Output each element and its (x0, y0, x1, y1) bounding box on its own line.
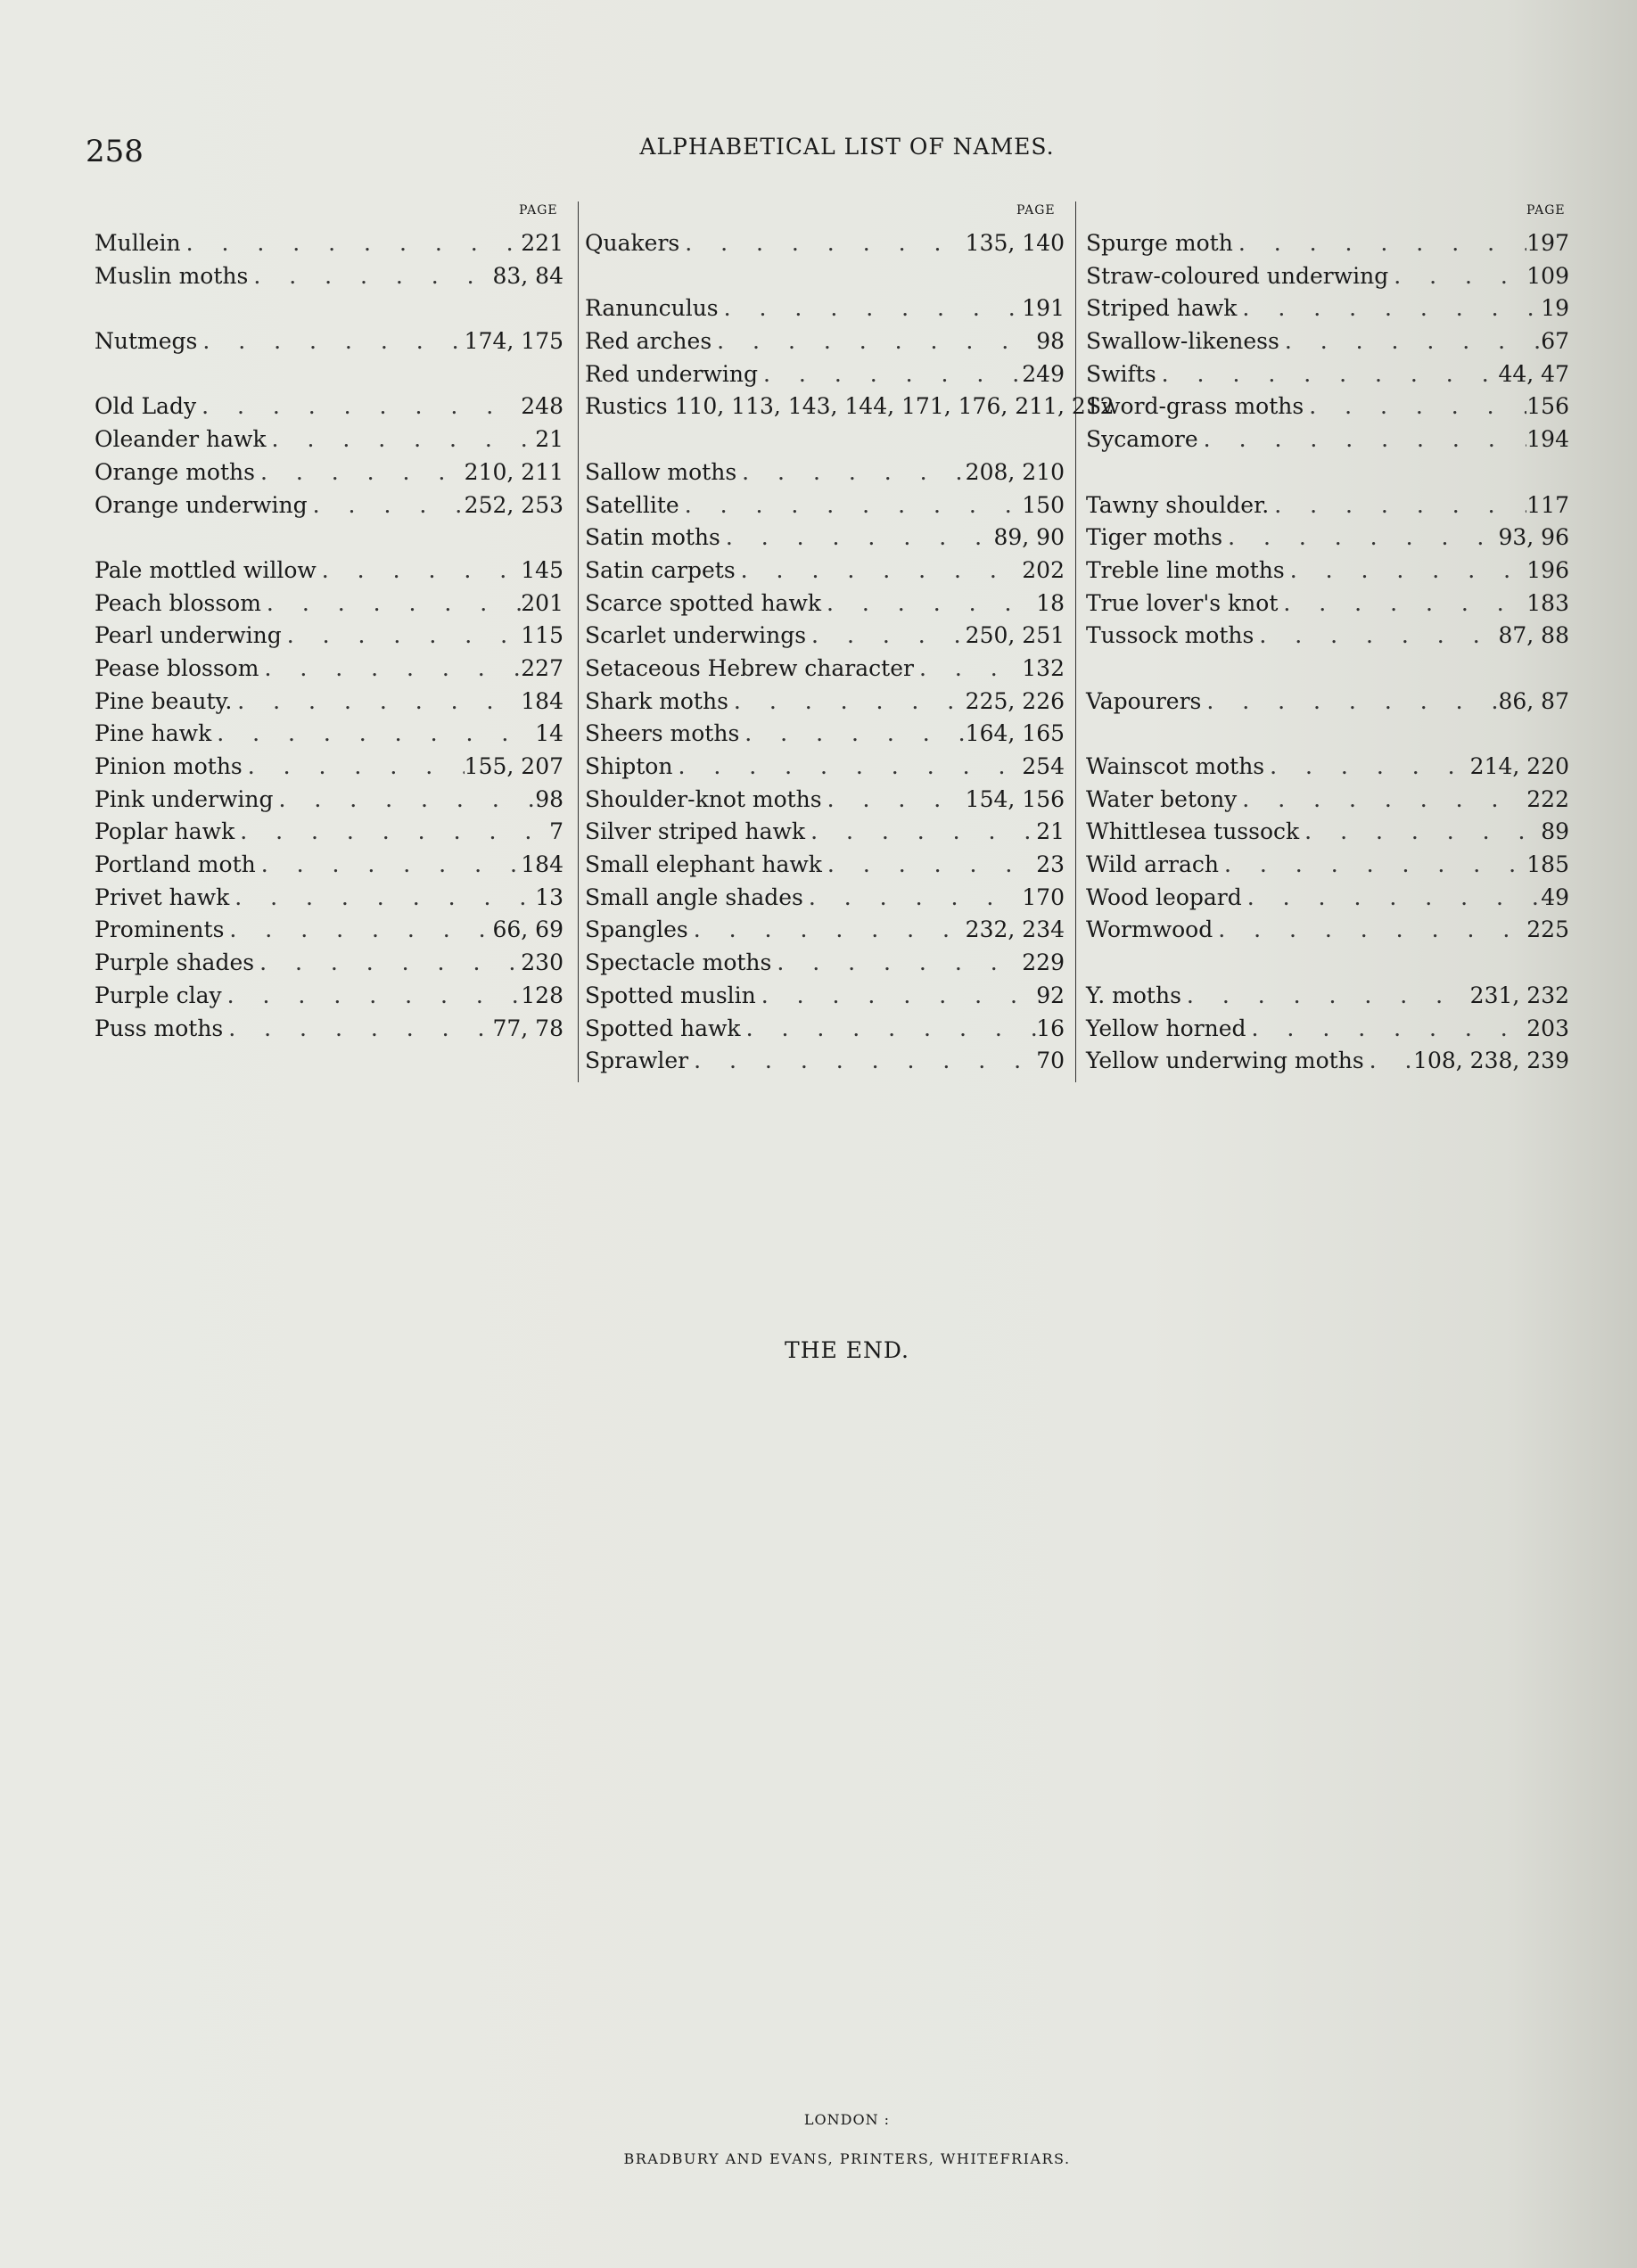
entry-pages: 210, 211 (464, 458, 563, 485)
entry-name: Pinion moths (95, 753, 243, 779)
entry-name: Wainscot moths (1086, 753, 1265, 779)
entry-pages: 14 (535, 720, 563, 747)
dot-leader (267, 426, 536, 452)
index-entry (585, 655, 1065, 688)
entry-pages: 89, 90 (993, 524, 1065, 551)
index-entry (585, 426, 1065, 459)
entry-pages: 164, 165 (965, 720, 1065, 747)
entry-name: Spurge moth (1086, 230, 1233, 256)
dot-leader (679, 492, 1023, 518)
entry-pages: 66, 69 (492, 916, 563, 943)
dot-leader (1201, 688, 1498, 714)
dot-leader (261, 590, 521, 616)
dot-leader (273, 786, 535, 812)
entry-pages: 7 (549, 818, 563, 845)
entry-name: Sallow moths (585, 458, 737, 485)
entry-name: Whittlesea tussock (1086, 818, 1300, 845)
dot-leader (282, 622, 522, 648)
entry-name: Red underwing (585, 360, 759, 387)
entry-pages: 221 (521, 230, 563, 256)
entry-pages: 225 (1526, 916, 1569, 943)
entry-name: Spotted hawk (585, 1015, 741, 1041)
page-column-label: PAGE (519, 203, 558, 218)
dot-leader (1388, 263, 1526, 289)
index-entry (1086, 590, 1569, 623)
index-entry (585, 622, 1065, 655)
entry-pages: 183 (1526, 589, 1569, 616)
entry-pages: 115 (521, 622, 563, 649)
index-entry (1086, 263, 1569, 296)
index-entry (95, 295, 563, 328)
dot-leader (805, 818, 1036, 844)
dot-leader (181, 230, 522, 256)
entry-pages: 132 (1022, 654, 1065, 681)
index-entry (1086, 949, 1569, 982)
entry-pages: 252, 253 (464, 491, 563, 518)
entry-name: Orange underwing (95, 491, 308, 518)
index-entry (585, 328, 1065, 361)
index-entry (95, 590, 563, 623)
index-entry (1086, 622, 1569, 655)
entry-name: Wormwood (1086, 916, 1213, 943)
dot-leader (223, 1015, 492, 1041)
entry-pages: 196 (1526, 556, 1569, 583)
dot-leader (720, 524, 994, 550)
entry-name: Shark moths (585, 687, 728, 714)
entry-name: Privet hawk (95, 883, 230, 910)
entry-name: Nutmegs (95, 328, 198, 355)
entry-name: Small angle shades (585, 883, 803, 910)
dot-leader (1279, 328, 1541, 354)
end-text: THE END. (785, 1337, 909, 1363)
dot-leader (1242, 884, 1541, 910)
dot-leader (232, 688, 521, 714)
entry-pages: 201 (521, 589, 563, 616)
entry-name: Small elephant hawk (585, 851, 822, 878)
entry-name: Y. moths (1086, 982, 1181, 1008)
dot-leader (1254, 622, 1498, 648)
dot-leader (1304, 393, 1526, 419)
entry-name: Yellow underwing moths (1086, 1048, 1364, 1074)
dot-leader (234, 818, 549, 844)
index-entry (1086, 361, 1569, 394)
dot-leader (822, 786, 966, 812)
entry-name: Wood leopard (1086, 883, 1242, 910)
entry-name: Shoulder-knot moths (585, 785, 822, 812)
index-entry (585, 720, 1065, 753)
index-entry (585, 753, 1065, 786)
entry-pages: 98 (1036, 328, 1065, 355)
index-entry (95, 982, 563, 1015)
entry-pages: 86, 87 (1498, 687, 1569, 714)
dot-leader (672, 753, 1022, 779)
entry-pages: 174, 175 (464, 328, 563, 355)
entry-name: Sycamore (1086, 426, 1198, 453)
entry-name: Old Lady (95, 393, 197, 420)
index-entry (95, 492, 563, 525)
index-entry (1086, 688, 1569, 721)
dot-leader (1264, 753, 1470, 779)
entry-name: Treble line moths (1086, 556, 1285, 583)
entry-name: Pease blossom (95, 654, 259, 681)
entry-pages: 83, 84 (492, 262, 563, 289)
entry-name: Ranunculus (585, 295, 719, 322)
dot-leader (1237, 786, 1526, 812)
index-entry (585, 393, 1115, 426)
index-entry (1086, 492, 1569, 525)
entry-name: Spotted muslin (585, 982, 756, 1008)
dot-leader (712, 328, 1036, 354)
index-entry (1086, 916, 1569, 949)
dot-leader (1237, 295, 1541, 321)
entry-pages: 87, 88 (1498, 622, 1569, 649)
entry-pages: 231, 232 (1469, 982, 1569, 1008)
index-entry (1086, 982, 1569, 1015)
entry-pages: 92 (1036, 982, 1065, 1008)
entry-name: Purple shades (95, 949, 255, 976)
entry-pages: 203 (1526, 1015, 1569, 1041)
dot-leader (1246, 1015, 1527, 1041)
entry-name: Purple clay (95, 982, 222, 1008)
index-entry (95, 426, 563, 459)
dot-leader (771, 949, 1022, 975)
entry-name: Peach blossom (95, 589, 261, 616)
entry-pages: 248 (521, 393, 563, 420)
index-entry (585, 557, 1065, 590)
entry-name: Satellite (585, 491, 679, 518)
entry-pages: 194 (1526, 426, 1569, 453)
entry-pages: 170 (1022, 883, 1065, 910)
dot-leader (222, 982, 522, 1008)
index-entry (95, 720, 563, 753)
index-entry (95, 393, 563, 426)
entry-name: Orange moths (95, 458, 255, 485)
entry-name: Sprawler (585, 1048, 689, 1074)
dot-leader (197, 328, 464, 354)
dot-leader (1213, 916, 1526, 942)
entry-name: Straw-coloured underwing (1086, 262, 1389, 289)
index-entry (1086, 884, 1569, 917)
dot-leader (317, 557, 522, 583)
index-entry (95, 753, 563, 786)
entry-pages: 117 (1526, 491, 1569, 518)
index-entry (95, 524, 563, 557)
dot-leader (1198, 426, 1527, 452)
entry-name: Wild arrach (1086, 851, 1220, 878)
index-entry (1086, 328, 1569, 361)
dot-leader (736, 557, 1023, 583)
entry-name: Muslin moths (95, 262, 249, 289)
entry-pages: 225, 226 (965, 687, 1065, 714)
entry-pages: 230 (521, 949, 563, 976)
dot-leader (821, 590, 1036, 616)
index-entry (1086, 720, 1569, 753)
entry-pages: 67 (1541, 328, 1569, 355)
index-entry (585, 851, 1065, 884)
entry-pages: 156 (1526, 393, 1569, 420)
page-column-label: PAGE (1526, 203, 1566, 218)
dot-leader (806, 622, 966, 648)
index-entry (95, 818, 563, 851)
column-divider (1075, 201, 1076, 1082)
entry-pages: 19 (1541, 295, 1569, 322)
entry-pages: 13 (535, 883, 563, 910)
entry-pages: 184 (521, 851, 563, 878)
entry-name: Tiger moths (1086, 524, 1223, 551)
index-column-2 (585, 230, 1115, 1081)
imprint-city: LONDON : (803, 2111, 891, 2128)
entry-name: Poplar hawk (95, 818, 235, 845)
index-entry (585, 459, 1065, 492)
entry-pages: 202 (1022, 556, 1065, 583)
index-entry (1086, 524, 1569, 557)
entry-pages: 154, 156 (965, 785, 1065, 812)
index-entry (95, 459, 563, 492)
entry-name: Pearl underwing (95, 622, 282, 649)
index-entry (95, 361, 563, 394)
entry-name: Tawny shoulder. (1086, 491, 1270, 518)
dot-leader (822, 851, 1036, 877)
entry-pages: 229 (1022, 949, 1065, 976)
entry-name: Mullein (95, 230, 181, 256)
index-entry (1086, 230, 1569, 263)
entry-name: Spangles (585, 916, 688, 943)
dot-leader (741, 1015, 1037, 1041)
dot-leader (1299, 818, 1541, 844)
entry-pages: 191 (1022, 295, 1065, 322)
dot-leader (688, 1048, 1036, 1073)
entry-pages: 222 (1526, 785, 1569, 812)
entry-pages: 145 (521, 556, 563, 583)
entry-pages: 21 (535, 426, 563, 453)
dot-leader (256, 851, 522, 877)
entry-name: Satin carpets (585, 556, 736, 583)
index-entry (585, 524, 1065, 557)
entry-name: Shipton (585, 753, 673, 779)
index-entry (585, 688, 1065, 721)
index-entry (585, 916, 1065, 949)
index-column-3 (1086, 230, 1569, 1081)
dot-leader (1156, 361, 1499, 387)
index-entry (1086, 459, 1569, 492)
index-entry (1086, 295, 1569, 328)
entry-pages: 250, 251 (965, 622, 1065, 649)
index-entry (585, 230, 1065, 263)
entry-name: Scarce spotted hawk (585, 589, 822, 616)
index-entry (95, 263, 563, 296)
dot-leader (719, 295, 1023, 321)
entry-pages: 49 (1541, 883, 1569, 910)
entry-pages: 109 (1526, 262, 1569, 289)
dot-leader (803, 884, 1022, 910)
entry-name: Prominents (95, 916, 225, 943)
index-entry (1086, 426, 1569, 459)
index-entry (1086, 1048, 1569, 1081)
dot-leader (736, 459, 966, 485)
entry-name: Swallow-likeness (1086, 328, 1279, 355)
dot-leader (739, 720, 965, 746)
entry-pages: 155, 207 (464, 753, 563, 779)
entry-pages: 18 (1036, 589, 1065, 616)
entry-pages: 254 (1022, 753, 1065, 779)
dot-leader (1269, 492, 1526, 518)
dot-leader (308, 492, 465, 518)
index-entry (1086, 655, 1569, 688)
index-entry (95, 786, 563, 819)
entry-pages: 89 (1541, 818, 1569, 845)
running-title: ALPHABETICAL LIST OF NAMES. (639, 134, 1055, 160)
entry-name: Swifts (1086, 360, 1156, 387)
entry-name: Sheers moths (585, 720, 740, 747)
entry-pages: 44, 47 (1498, 360, 1569, 387)
index-entry (585, 295, 1065, 328)
entry-name: Pink underwing (95, 785, 274, 812)
dot-leader (688, 916, 966, 942)
index-entry (585, 1048, 1065, 1081)
dot-leader (1364, 1048, 1413, 1073)
entry-name: Tussock moths (1086, 622, 1254, 649)
index-entry (585, 982, 1065, 1015)
entry-pages: 184 (521, 687, 563, 714)
dot-leader (758, 361, 1022, 387)
index-entry (1086, 1015, 1569, 1048)
entry-name: Silver striped hawk (585, 818, 806, 845)
index-entry (95, 688, 563, 721)
entry-pages: 16 (1036, 1015, 1065, 1041)
entry-name: Scarlet underwings (585, 622, 807, 649)
entry-pages: 197 (1526, 230, 1569, 256)
index-entry (585, 361, 1065, 394)
entry-pages: 208, 210 (965, 458, 1065, 485)
index-entry (95, 622, 563, 655)
index-entry (1086, 753, 1569, 786)
dot-leader (1222, 524, 1498, 550)
entry-pages: 150 (1022, 491, 1065, 518)
entry-pages: 214, 220 (1469, 753, 1569, 779)
index-entry (1086, 818, 1569, 851)
entry-pages: 185 (1526, 851, 1569, 878)
dot-leader (1285, 557, 1527, 583)
entry-name: Vapourers (1086, 687, 1202, 714)
dot-leader (1278, 590, 1526, 616)
dot-leader (1233, 230, 1526, 256)
dot-leader (255, 459, 465, 485)
index-entry (1086, 851, 1569, 884)
imprint-printer: BRADBURY AND EVANS, PRINTERS, WHITEFRIARS. (623, 2150, 1071, 2167)
dot-leader (211, 720, 535, 746)
dot-leader (679, 230, 965, 256)
index-entry (95, 328, 563, 361)
index-entry (585, 949, 1065, 982)
entry-name: Pine beauty. (95, 687, 233, 714)
entry-pages: 21 (1036, 818, 1065, 845)
entry-name: Yellow horned (1086, 1015, 1246, 1041)
index-entry (95, 851, 563, 884)
dot-leader (248, 263, 492, 289)
index-entry (95, 230, 563, 263)
index-entry (585, 492, 1065, 525)
entry-pages: 135, 140 (965, 230, 1065, 256)
index-entry (95, 884, 563, 917)
dot-leader (243, 753, 465, 779)
dot-leader (254, 949, 521, 975)
index-entry (1086, 393, 1569, 426)
entry-name: Satin moths (585, 524, 720, 551)
page-number: 258 (86, 134, 144, 169)
entry-name: Rustics 110, 113, 143, 144, 171, 176, 211, 212 (585, 393, 1115, 420)
entry-pages: 227 (521, 654, 563, 681)
index-entry (1086, 557, 1569, 590)
entry-name: Pale mottled willow (95, 556, 317, 583)
entry-pages: 249 (1022, 360, 1065, 387)
entry-pages: 232, 234 (965, 916, 1065, 943)
dot-leader (259, 655, 521, 681)
entry-name: Oleander hawk (95, 426, 267, 453)
dot-leader (196, 393, 521, 419)
entry-name: Spectacle moths (585, 949, 772, 976)
entry-name: Setaceous Hebrew character (585, 654, 914, 681)
page-column-label: PAGE (1016, 203, 1056, 218)
dot-leader (914, 655, 1022, 681)
column-divider (578, 201, 579, 1082)
entry-name: Red arches (585, 328, 712, 355)
index-entry (585, 263, 1065, 296)
dot-leader (1181, 982, 1470, 1008)
index-entry (95, 655, 563, 688)
index-entry (585, 1015, 1065, 1048)
entry-name: Pine hawk (95, 720, 212, 747)
dot-leader (756, 982, 1036, 1008)
entry-pages: 77, 78 (492, 1015, 563, 1041)
entry-name: Striped hawk (1086, 295, 1238, 322)
entry-pages: 93, 96 (1498, 524, 1569, 551)
index-column-1 (95, 230, 563, 1048)
index-entry (585, 884, 1065, 917)
index-entry (585, 818, 1065, 851)
entry-pages: 108, 238, 239 (1413, 1048, 1569, 1074)
entry-pages: 98 (535, 785, 563, 812)
index-entry (585, 786, 1065, 819)
dot-leader (224, 916, 492, 942)
entry-name: Quakers (585, 230, 680, 256)
entry-name: Portland moth (95, 851, 256, 878)
entry-pages: 70 (1036, 1048, 1065, 1074)
dot-leader (1219, 851, 1526, 877)
index-entry (1086, 786, 1569, 819)
entry-pages: 23 (1036, 851, 1065, 878)
index-entry (95, 1015, 563, 1048)
index-entry (95, 557, 563, 590)
entry-name: True lover's knot (1086, 589, 1279, 616)
entry-name: Water betony (1086, 785, 1238, 812)
dot-leader (229, 884, 535, 910)
entry-name: Sword-grass moths (1086, 393, 1304, 420)
index-entry (95, 916, 563, 949)
dot-leader (728, 688, 966, 714)
index-entry (95, 949, 563, 982)
index-entry (585, 590, 1065, 623)
entry-name: Puss moths (95, 1015, 224, 1041)
entry-pages: 128 (521, 982, 563, 1008)
